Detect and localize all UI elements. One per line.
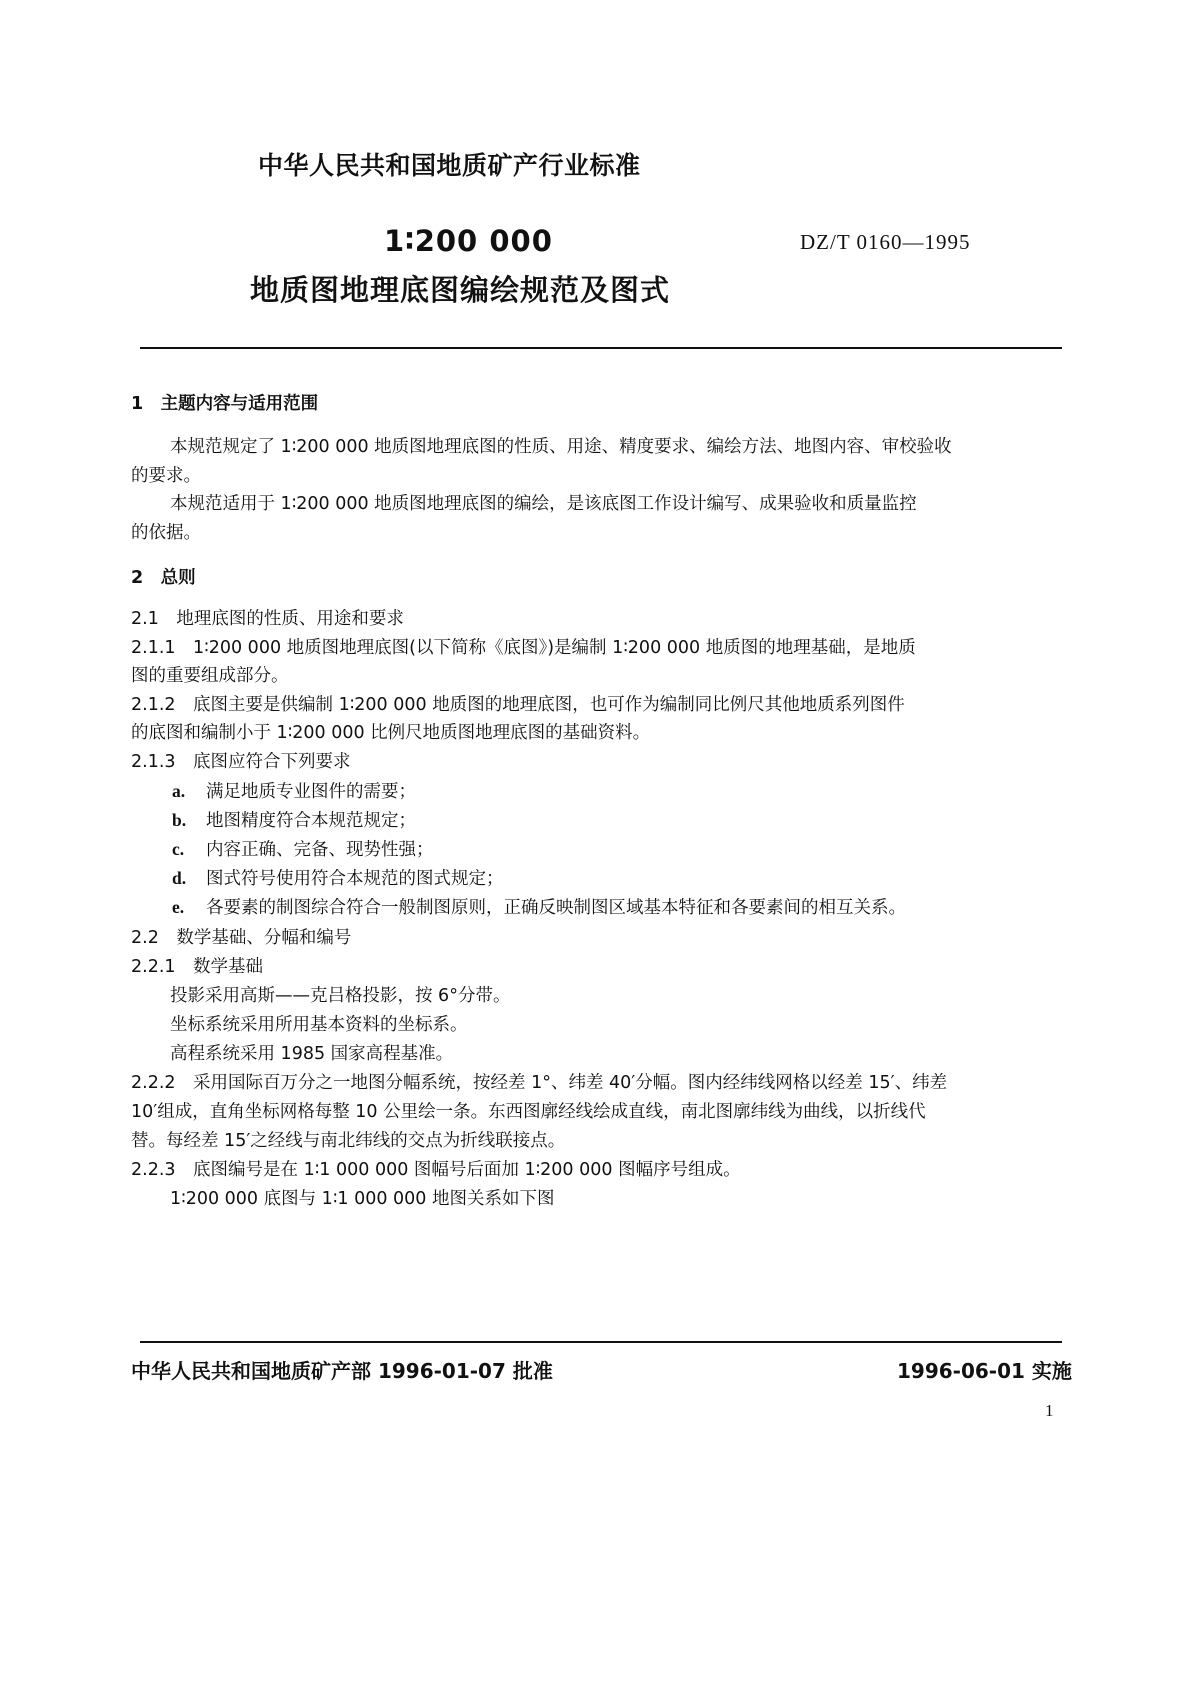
clause-2-2-3: 2.2.3 底图编号是在 1∶1 000 000 图幅号后面加 1∶200 000 图幅序号组成。 (131, 1160, 741, 1180)
paragraph-line: 1∶200 000 底图与 1∶1 000 000 地图关系如下图 (170, 1189, 555, 1209)
list-item-label: c. (172, 839, 185, 859)
paragraph-line: 的要求。 (131, 466, 201, 486)
clause-2-1-1: 2.1.1 1∶200 000 地质图地理底图(以下简称《底图》)是编制 1∶200 000 地质图的地理基础，是地质 (131, 638, 916, 658)
list-item (172, 897, 906, 918)
clause-2-2-1: 2.2.1 数学基础 (131, 957, 264, 977)
standard-code: DZ/T 0160—1995 (800, 230, 971, 254)
paragraph-line: 的依据。 (131, 523, 201, 543)
paragraph-line: 高程系统采用 1985 国家高程基准。 (170, 1044, 454, 1064)
list-item-text: 内容正确、完备、现势性强； (206, 840, 434, 860)
list-item-label: e. (172, 897, 185, 917)
document-title: 地质图地理底图编绘规范及图式 (250, 273, 671, 307)
section-2-heading: 2 总则 (131, 568, 196, 588)
clause-2-2-2: 2.2.2 采用国际百万分之一地图分幅系统，按经差 1°、纬差 40′分幅。图内经纬线网格以经差 15′、纬差 (131, 1073, 948, 1093)
list-item-text: 地图精度符合本规范规定； (206, 811, 416, 831)
effective-date: 1996-06-01 实施 (897, 1359, 1072, 1383)
standard-title: 中华人民共和国地质矿产行业标准 (258, 151, 641, 180)
list-item-label: b. (172, 810, 187, 830)
paragraph-line: 的底图和编制小于 1∶200 000 比例尺地质图地理底图的基础资料。 (131, 723, 651, 743)
header-divider (140, 347, 1062, 349)
list-item (172, 868, 504, 889)
page-number: 1 (1045, 1401, 1054, 1420)
list-item-text: 图式符号使用符合本规范的图式规定； (206, 869, 504, 889)
list-item-text: 各要素的制图综合符合一般制图原则，正确反映制图区域基本特征和各要素间的相互关系。 (206, 898, 906, 918)
list-item (172, 781, 416, 802)
paragraph-line: 投影采用高斯——克吕格投影，按 6°分带。 (170, 986, 511, 1006)
scale-title: 1∶200 000 (384, 224, 553, 258)
list-item-label: a. (172, 781, 186, 801)
paragraph-line: 图的重要组成部分。 (131, 666, 289, 686)
paragraph-line: 本规范规定了 1∶200 000 地质图地理底图的性质、用途、精度要求、编绘方法、地图内容、审校验收 (170, 437, 952, 457)
footer-divider (140, 1341, 1062, 1343)
list-item-text: 满足地质专业图件的需要； (206, 782, 416, 802)
paragraph-line: 10′组成，直角坐标网格每整 10 公里绘一条。东西图廓经线绘成直线，南北图廓纬线为曲线，以折线代 (131, 1102, 926, 1122)
approval-line: 中华人民共和国地质矿产部 1996-01-07 批准 (131, 1359, 553, 1383)
clause-2-1-2: 2.1.2 底图主要是供编制 1∶200 000 地质图的地理底图，也可作为编制同比例尺其他地质系列图件 (131, 695, 905, 715)
clause-2-1: 2.1 地理底图的性质、用途和要求 (131, 609, 404, 629)
clause-2-1-3: 2.1.3 底图应符合下列要求 (131, 752, 351, 772)
section-1-heading: 1 主题内容与适用范围 (131, 394, 319, 414)
paragraph-line: 替。每经差 15′之经线与南北纬线的交点为折线联接点。 (131, 1131, 566, 1151)
paragraph-line: 本规范适用于 1∶200 000 地质图地理底图的编绘，是该底图工作设计编写、成果验收和质量监控 (170, 494, 917, 514)
list-item (172, 810, 416, 831)
paragraph-line: 坐标系统采用所用基本资料的坐标系。 (170, 1015, 468, 1035)
list-item (172, 839, 434, 860)
clause-2-2: 2.2 数学基础、分幅和编号 (131, 928, 352, 948)
list-item-label: d. (172, 868, 187, 888)
